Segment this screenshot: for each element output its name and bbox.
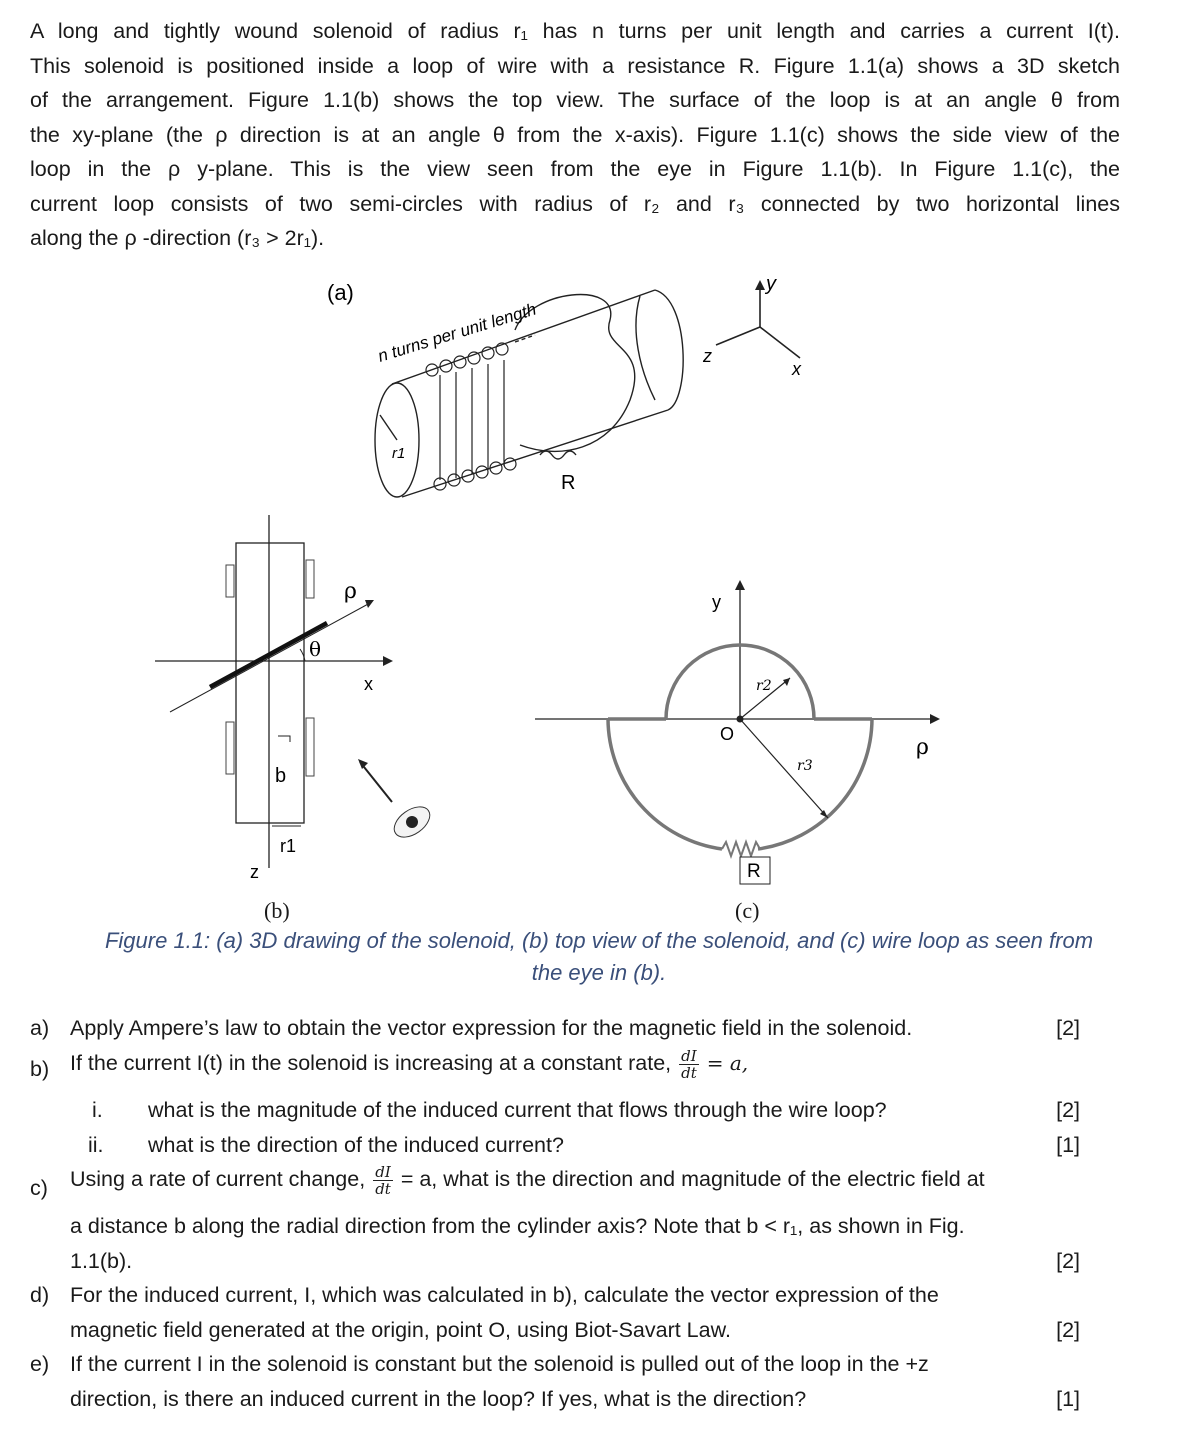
fig-c-y: y (712, 592, 721, 612)
marks: [1] (1056, 1387, 1080, 1411)
question-label: d) (30, 1283, 50, 1307)
question-text: For the induced current, I, which was calculated in b), calculate the vector expression of the (70, 1283, 939, 1307)
b-marker (278, 736, 290, 742)
question-text: direction, is there an induced current in the loop? If yes, what is the direction? (70, 1387, 807, 1411)
question-text: magnetic field generated at the origin, point O, using Biot-Savart Law. (70, 1318, 731, 1342)
radius-r1-line (380, 415, 397, 440)
fraction-num: dI (373, 1164, 393, 1181)
fig-b-r1: r1 (280, 836, 297, 856)
fraction-den: dt (375, 1180, 391, 1198)
fig-a-axis-y: y (766, 273, 776, 295)
lower-arc-right (758, 719, 872, 849)
question-text: what is the magnitude of the induced current that flows through the wire loop? (148, 1098, 887, 1122)
figure-caption (0, 925, 1198, 989)
question-text (70, 1164, 1110, 1197)
marks: [2] (1056, 1098, 1080, 1122)
fig-c-label: (c) (735, 898, 760, 923)
solenoid-sketch (375, 290, 683, 497)
question-label: i. (92, 1098, 103, 1122)
question-text: Apply Ampere’s law to obtain the vector expression for the magnetic field in the solenoid. (70, 1016, 913, 1040)
question-label: c) (30, 1176, 48, 1200)
marks: [2] (1056, 1318, 1080, 1342)
intro-line: A long and tightly wound solenoid of radius r₁ has n turns per unit length and carries a current I(t). (30, 19, 1120, 43)
figure-b (155, 515, 435, 882)
fig-b-rho: ρ (344, 579, 357, 604)
question-text: If the current I in the solenoid is constant but the solenoid is pulled out of the loop in the +z (70, 1352, 929, 1376)
rho-arrow-icon (930, 714, 940, 724)
caption-line: the eye in (b). (531, 960, 667, 985)
question-label: ii. (88, 1133, 104, 1157)
resistor-symbol (722, 842, 760, 856)
fig-a-r1-label: r1 (392, 445, 406, 462)
fig-c-rho: ρ (916, 735, 929, 760)
turns-label: n turns per unit length (375, 299, 539, 366)
question-text-pre: Using a rate of current change, (70, 1167, 366, 1192)
fig-a-resistor-label: R (561, 472, 576, 494)
fig-b-theta: θ (309, 637, 322, 661)
fig-c-resistor-label: R (747, 861, 761, 882)
rho-axis-thin (170, 603, 370, 712)
r3-radius (740, 719, 828, 818)
eye-arrow-head-icon (358, 759, 368, 769)
fraction-num: dI (679, 1048, 699, 1065)
r2-arrow-icon (783, 678, 790, 686)
caption-line: Figure 1.1: (a) 3D drawing of the solenoid, (b) top view of the solenoid, and (c) wire loop as seen from (104, 928, 1094, 953)
question-label: e) (30, 1352, 50, 1376)
fig-b-x: x (364, 674, 373, 694)
solenoid-far-end (655, 290, 683, 410)
intro-line: the xy-plane (the ρ direction is at an angle θ from the x-axis). Figure 1.1(c) shows the side view of the (30, 122, 1120, 147)
fig-a-axes (716, 282, 800, 358)
winding-marks (226, 560, 314, 776)
question-text: a distance b along the radial direction from the cylinder axis? Note that b < r₁, as shown in Fig. (70, 1214, 965, 1238)
fraction-den: dt (681, 1064, 697, 1082)
question-b (30, 1048, 1080, 1088)
marks: [2] (1056, 1016, 1080, 1040)
intro-line: loop in the ρ y-plane. This is the view seen from the eye in Figure 1.1(b). In Figure 1.1(c), the (30, 157, 1120, 181)
lower-arc-left (608, 719, 722, 849)
fig-b-b: b (275, 765, 287, 787)
fraction (373, 1164, 393, 1197)
fig-b-label: (b) (264, 898, 290, 923)
question-text-pre: If the current I(t) in the solenoid is increasing at a constant rate, (70, 1051, 672, 1076)
question-label: a) (30, 1016, 50, 1040)
question-label: b) (30, 1057, 50, 1081)
fig-c-r3: r3 (797, 758, 813, 774)
fig-a-axis-z: z (703, 346, 712, 366)
fig-a-label: (a) (327, 280, 354, 305)
x-arrow-icon (383, 656, 393, 666)
question-text (70, 1048, 1080, 1081)
rho-arrow-icon (365, 600, 374, 608)
fig-a-axis-x: x (792, 359, 801, 379)
question-text-post: = a, (706, 1051, 749, 1076)
solenoid-bottom-edge (402, 410, 668, 497)
solenoid-top-rect (236, 543, 304, 823)
question-text: 1.1(b). (70, 1249, 133, 1273)
windings (426, 343, 516, 490)
question-text-post: = a, what is the direction and magnitude of the electric field at (400, 1167, 985, 1192)
marks: [2] (1056, 1249, 1080, 1273)
intro-line: of the arrangement. Figure 1.1(b) shows the top view. The surface of the loop is at an angle θ from (30, 88, 1120, 112)
fig-b-z: z (250, 862, 259, 882)
marks: [1] (1056, 1133, 1080, 1157)
figure-c (535, 580, 940, 884)
eye-icon (389, 801, 436, 844)
intro-line: This solenoid is positioned inside a loop of wire with a resistance R. Figure 1.1(a) shows a 3D sketch (30, 53, 1120, 78)
question-text: what is the direction of the induced current? (148, 1133, 564, 1157)
y-arrow-icon (755, 280, 765, 290)
figure-a (327, 273, 802, 497)
eye-view-arrow (360, 762, 392, 802)
fig-c-r2: r2 (756, 678, 772, 694)
solenoid-far-inner (636, 296, 655, 400)
y-arrow-icon (735, 580, 745, 590)
fraction (679, 1048, 699, 1081)
intro-line: current loop consists of two semi-circles with radius of r₂ and r₃ connected by two horizontal lines (30, 191, 1120, 216)
fig-c-origin: O (720, 724, 735, 744)
intro-line: along the ρ -direction (r₃ > 2r₁). (30, 226, 325, 250)
